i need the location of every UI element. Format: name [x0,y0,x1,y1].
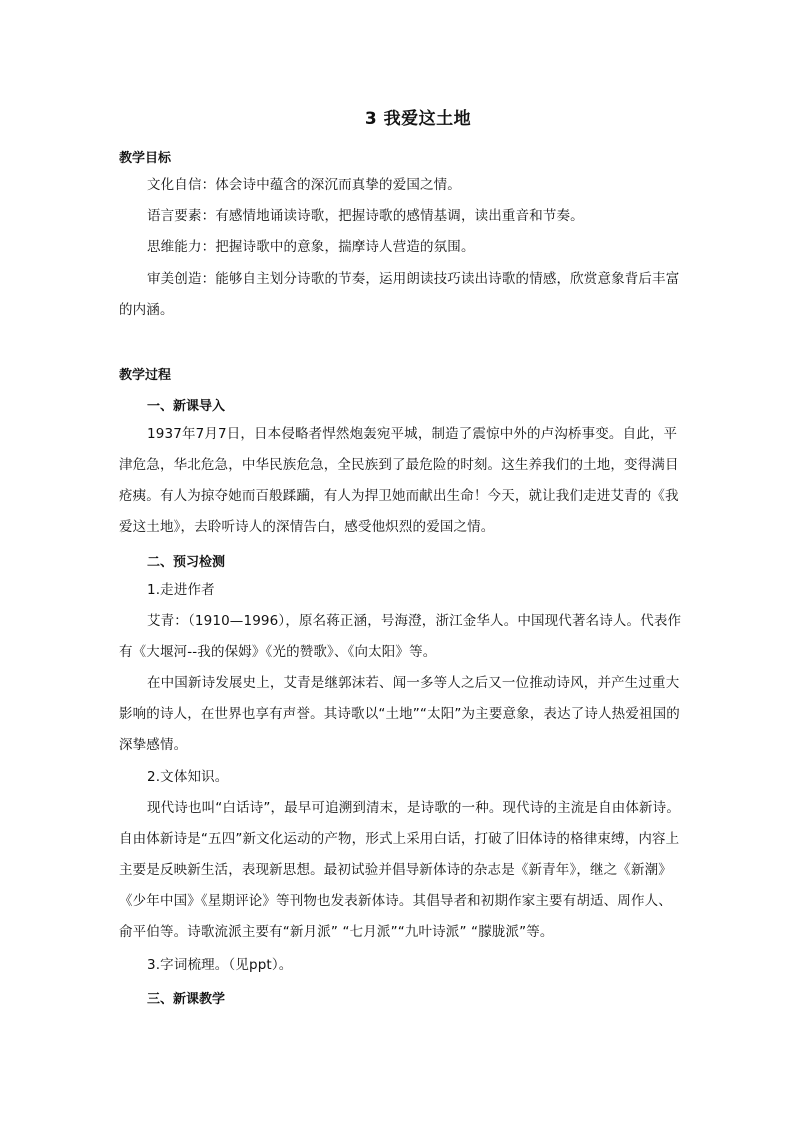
author-intro-text: 艾青：（1910—1996），原名蒋正涵，号海澄，浙江金华人。中国现代著名诗人。代表作有《大堰河--我的保姆》《光的赞歌》、《向太阳》等。 [119,613,682,660]
section-preview-heading: 二、预习检测 [147,555,226,570]
goal-language: 语言要素：有感情地诵读诗歌，把握诗歌的感情基调，读出重音和节奏。 [147,208,584,224]
goals-heading: 教学目标 [119,151,172,166]
preview-item-genre-label: 2.文体知识。 [147,769,229,785]
process-heading: 教学过程 [119,368,172,383]
preview-item-words-label: 3.字词梳理。（见ppt）。 [147,957,293,973]
section-intro-text: 1937年7月7日，日本侵略者悍然炮轰宛平城，制造了震惊中外的卢沟桥事变。自此，平津危急，华北危急，中华民族危急，全民族到了最危险的时刻。这生养我们的土地，变得满目疮痍。有人为掠夺她而百般蹂躏，有人为捍卫她而献出生命！今天，就让我们走进艾青的《我爱这土地》，去聆听诗人的深情告白，感受他炽烈的爱国之情。 [119,426,679,535]
goal-thinking: 思维能力：把握诗歌中的意象，揣摩诗人营造的氛围。 [147,239,475,255]
genre-text: 现代诗也叫“白话诗”，最早可追溯到清末，是诗歌的一种。现代诗的主流是自由体新诗。自由体新诗是“五四”新文化运动的产物，形式上采用白话，打破了旧体诗的格律束缚，内容上主要是反映新生活，表现新思想。最初试验并倡导新体诗的杂志是《新青年》，继之《新潮》《少年中国》《星期评论》等刊物也发表新体诗。其倡导者和初期作家主要有胡适、周作人、俞平伯等。诗歌流派主要有“新月派” “七月派”“九叶诗派” “朦胧派”等。 [119,800,680,940]
page-title: 3 我爱这土地 [364,109,472,129]
author-influence-text: 在中国新诗发展史上，艾青是继郭沫若、闻一多等人之后又一位推动诗风，并产生过重大影响的诗人，在世界也享有声誉。其诗歌以“土地”“太阳”为主要意象，表达了诗人热爱祖国的深挚感情。 [119,675,680,753]
goal-aesthetic: 审美创造：能够自主划分诗歌的节奏，运用朗读技巧读出诗歌的情感，欣赏意象背后丰富的内涵。 [119,271,680,318]
goal-culture: 文化自信：体会诗中蕴含的深沉而真挚的爱国之情。 [147,177,461,193]
section-teaching-heading: 三、新课教学 [147,992,226,1007]
section-intro-heading: 一、新课导入 [147,399,226,414]
preview-item-author-label: 1.走进作者 [147,582,215,598]
